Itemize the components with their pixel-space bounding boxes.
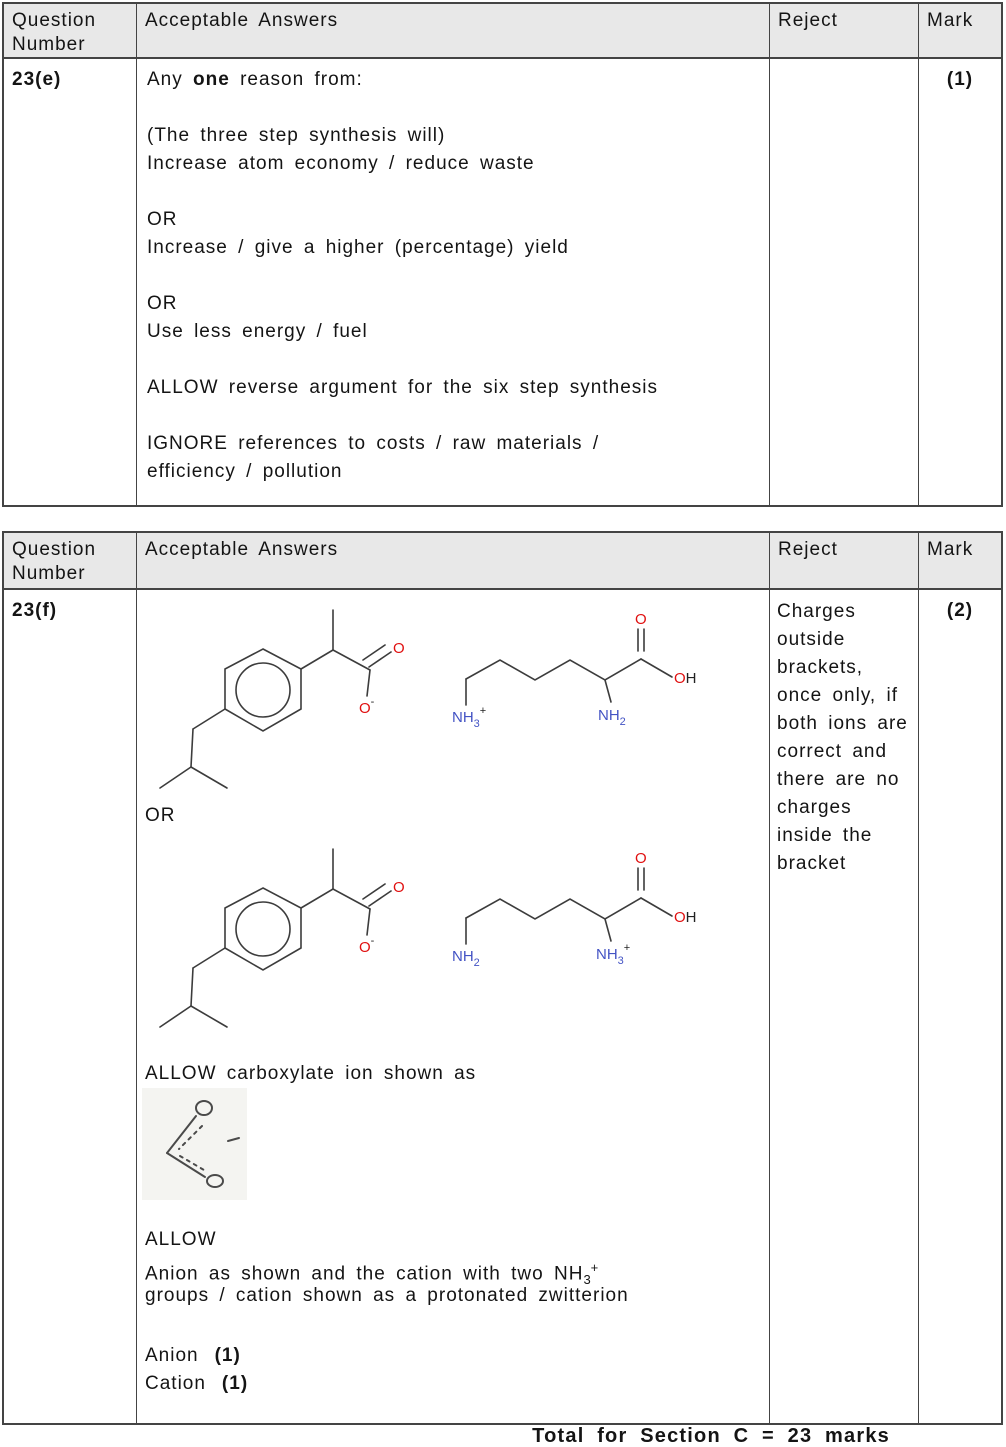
blank-line (147, 346, 769, 374)
anion-mark: (1) (214, 1345, 241, 1366)
header-question-number: Question Number (4, 4, 137, 59)
carbonyl-oxygen-label: O (393, 879, 405, 896)
answer-text-bold: one (193, 69, 230, 90)
allow-cation-line: groups / cation shown as a protonated zwitterion (145, 1285, 629, 1306)
anion-label: Anion (145, 1345, 199, 1366)
ammonium-nh3-plus-label: $NH_3^+$ (596, 942, 631, 967)
header-mark: Mark (919, 533, 1001, 590)
answer-line: Use less energy / fuel (147, 321, 368, 342)
hydroxyl-label: OH (674, 909, 697, 926)
answer-text: reason from: (229, 69, 363, 90)
bond-lines (466, 868, 672, 944)
answer-line-allow: ALLOW reverse argument for the six step synthesis (147, 377, 659, 398)
section-total: Total for Section C = 23 marks (532, 1425, 890, 1447)
blank-line (147, 178, 769, 206)
acceptable-answers-23e (137, 59, 770, 505)
answer-line-ignore: IGNORE references to costs / raw materials / (147, 433, 600, 454)
cation-label: Cation (145, 1373, 206, 1394)
acceptable-answers-23f (137, 590, 770, 1423)
benzene-ring-circle (236, 902, 290, 956)
cation-mark: (1) (221, 1373, 249, 1394)
cation-mark-line (145, 1370, 248, 1398)
blank-line (147, 262, 769, 290)
bond-lines (160, 610, 391, 788)
answer-line: OR (147, 209, 178, 230)
mark-23e: (1) (946, 69, 974, 90)
or-label: OR (145, 805, 176, 826)
mark-scheme-table-23e (2, 2, 1003, 507)
hydroxyl-label: OH (674, 670, 697, 687)
header-question-number: Question Number (4, 533, 137, 590)
blank-line (147, 402, 769, 430)
allow-title: ALLOW (145, 1229, 217, 1250)
bond-lines (160, 849, 391, 1027)
benzene-ring-circle (236, 663, 290, 717)
carboxylate-sketch-image (142, 1088, 247, 1200)
answer-line: Increase / give a higher (percentage) yield (147, 237, 569, 258)
lysine-cation-structure-b (446, 845, 701, 970)
nh3-subscript: 3 (583, 1272, 591, 1288)
carbonyl-oxygen-label: O (635, 611, 647, 628)
answer-line: Increase atom economy / reduce waste (147, 153, 535, 174)
question-number-23e: 23(e) (4, 59, 137, 505)
ammonium-nh3-plus-label: $NH_3^+$ (452, 705, 487, 730)
reject-23f: Charges outside brackets, once only, if both ions are correct and there are no charges inside the bracket (770, 590, 919, 1423)
bond-lines (466, 629, 672, 705)
lysine-cation-structure-a (446, 606, 701, 731)
ibuprofen-carboxylate-structure-1 (148, 602, 420, 794)
header-mark: Mark (919, 4, 1001, 59)
answer-line: OR (147, 293, 178, 314)
header-reject: Reject (770, 533, 919, 590)
header-reject: Reject (770, 4, 919, 59)
header-acceptable-answers: Acceptable Answers (137, 533, 770, 590)
answer-line (147, 66, 769, 94)
header-acceptable-answers: Acceptable Answers (137, 4, 770, 59)
anion-mark-line (145, 1342, 241, 1370)
carbonyl-oxygen-label: O (635, 850, 647, 867)
answer-line: (The three step synthesis will) (147, 125, 446, 146)
carbonyl-oxygen-label: O (393, 640, 405, 657)
nh3-superscript: + (590, 1260, 599, 1275)
mark-23f: (2) (946, 600, 974, 621)
allow-anion-line (145, 1254, 599, 1288)
amine-nh2-label: $NH_2$ (452, 948, 480, 969)
mark-scheme-table-23f (2, 531, 1003, 1425)
amine-nh2-label: $NH_2$ (598, 707, 626, 728)
allow-text: Anion as shown and the cation with two NH (145, 1263, 584, 1285)
question-number-23f: 23(f) (4, 590, 137, 1423)
allow-carboxylate-line: ALLOW carboxylate ion shown as (145, 1063, 477, 1084)
ibuprofen-carboxylate-structure-2 (148, 841, 420, 1033)
answer-text: Any (147, 69, 194, 90)
carboxylate-o-minus-label: O- (359, 935, 375, 956)
blank-line (147, 94, 769, 122)
answer-line-ignore: efficiency / pollution (147, 461, 343, 482)
carboxylate-o-minus-label: O- (359, 696, 375, 717)
sketch-background (142, 1088, 247, 1200)
reject-23e (770, 59, 919, 505)
